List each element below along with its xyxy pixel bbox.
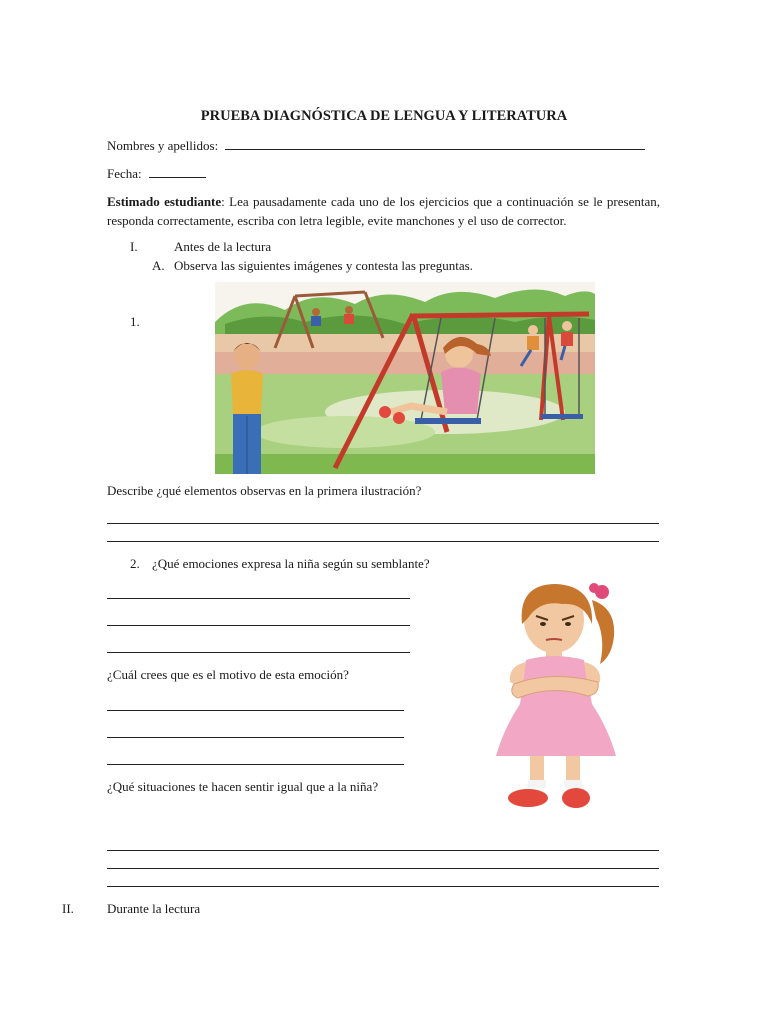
answer-line[interactable] [107,523,659,524]
date-label: Fecha: [107,166,142,181]
names-label: Nombres y apellidos: [107,138,219,153]
intro-text: : Lea pausadamente cada uno de los ejercicios que a continuación se le presentan, responda correctamente, escriba con letra legible, evite manchones y el uso de corrector. [107,194,660,228]
answer-line[interactable] [107,625,410,626]
intro-bold: Estimado estudiante [107,194,222,209]
answer-line[interactable] [107,868,659,869]
intro-paragraph [107,192,660,230]
answer-line[interactable] [107,737,404,738]
section2-numeral: II. [62,901,74,916]
section1-title: Antes de la lectura [174,239,272,254]
answer-line[interactable] [107,652,410,653]
date-row [107,166,206,182]
q2-number: 2. [130,556,140,571]
section1-sub-text: Observa las siguientes imágenes y contesta las preguntas. [174,258,473,273]
section1-sub-letter: A. [152,258,165,273]
names-blank[interactable] [225,138,645,150]
section1-numeral: I. [130,239,138,254]
q2-prompt: ¿Qué emociones expresa la niña según su semblante? [152,556,430,571]
answer-line[interactable] [107,598,410,599]
q2-followup: ¿Cuál crees que es el motivo de esta emoción? [107,667,349,682]
answer-line[interactable] [107,541,659,542]
date-blank[interactable] [149,166,206,178]
answer-line[interactable] [107,850,659,851]
girl-illustration [496,578,626,814]
q1-number: 1. [130,314,140,329]
names-row [107,138,645,154]
q2-situations: ¿Qué situaciones te hacen sentir igual que a la niña? [107,779,379,794]
answer-line[interactable] [107,764,404,765]
answer-line[interactable] [107,886,659,887]
q1-prompt: Describe ¿qué elementos observas en la primera ilustración? [107,483,422,498]
playground-illustration [215,282,595,474]
page-title: PRUEBA DIAGNÓSTICA DE LENGUA Y LITERATURA [200,108,568,124]
answer-line[interactable] [107,710,404,711]
section2-title: Durante la lectura [107,901,201,916]
